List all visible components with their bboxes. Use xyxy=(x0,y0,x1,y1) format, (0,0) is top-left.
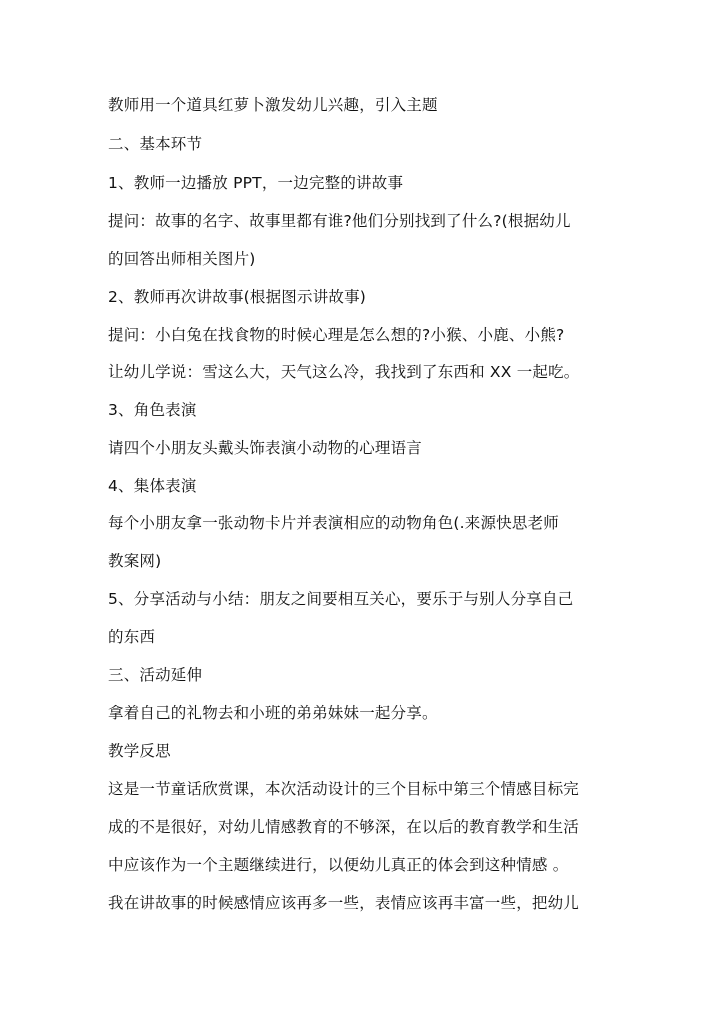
text-line: 提问：故事的名字、故事里都有谁?他们分别找到了什么?(根据幼儿 xyxy=(108,212,571,230)
text-line: 2、教师再次讲故事(根据图示讲故事) xyxy=(108,288,367,306)
text-line: 我在讲故事的时候感情应该再多一些，表情应该再丰富一些，把幼儿 xyxy=(108,894,580,912)
text-line: 提问：小白兔在找食物的时候心理是怎么想的?小猴、小鹿、小熊? xyxy=(108,326,565,344)
section-heading: 教学反思 xyxy=(108,742,171,760)
text-line: 请四个小朋友头戴头饰表演小动物的心理语言 xyxy=(108,439,423,457)
text-line: 这是一节童话欣赏课，本次活动设计的三个目标中第三个情感目标完 xyxy=(108,780,580,798)
text-line: 让幼儿学说：雪这么大，天气这么冷，我找到了东西和 XX 一起吃。 xyxy=(108,363,580,381)
text-line: 每个小朋友拿一张动物卡片并表演相应的动物角色(.来源快思老师 xyxy=(108,514,559,532)
text-line: 教师用一个道具红萝卜激发幼儿兴趣，引入主题 xyxy=(108,96,438,114)
text-line: 中应该作为一个主题继续进行，以便幼儿真正的体会到这种情感 。 xyxy=(108,856,569,874)
section-heading: 二、基本环节 xyxy=(108,135,203,153)
text-line: 的回答出师相关图片) xyxy=(108,250,256,268)
text-line: 教案网) xyxy=(108,552,162,570)
text-line: 4、集体表演 xyxy=(108,477,197,495)
text-line: 成的不是很好，对幼儿情感教育的不够深，在以后的教育教学和生活 xyxy=(108,818,580,836)
text-line: 的东西 xyxy=(108,628,156,646)
text-line: 3、角色表演 xyxy=(108,401,197,419)
section-heading: 三、活动延伸 xyxy=(108,666,203,684)
text-line: 拿着自己的礼物去和小班的弟弟妹妹一起分享。 xyxy=(108,704,438,722)
text-line: 5、分享活动与小结：朋友之间要相互关心，要乐于与别人分享自己 xyxy=(108,590,574,608)
text-line: 1、教师一边播放 PPT，一边完整的讲故事 xyxy=(108,174,404,192)
